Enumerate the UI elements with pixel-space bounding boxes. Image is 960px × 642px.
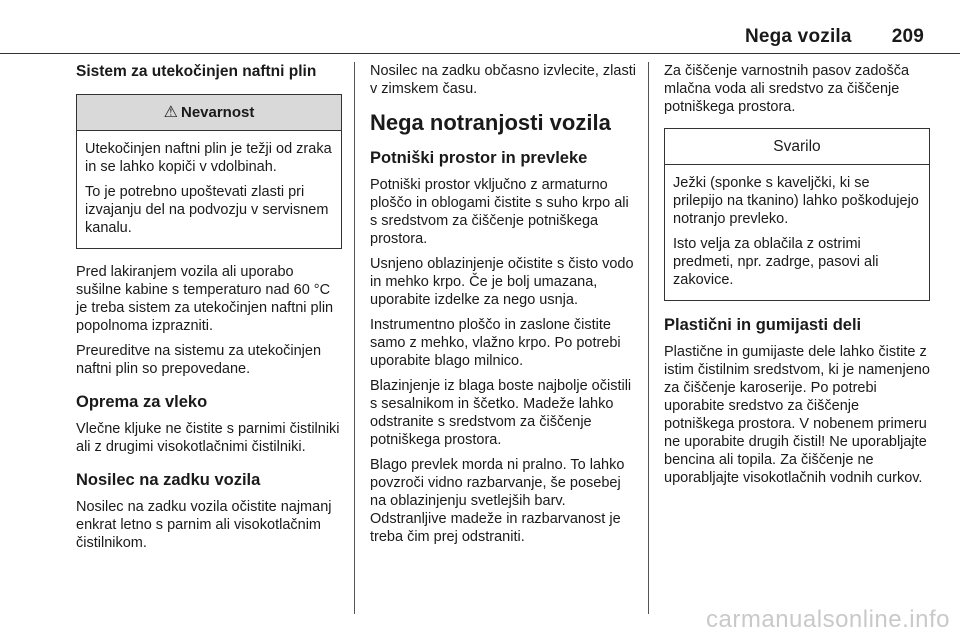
caution-box bbox=[664, 128, 930, 301]
section-title: Nega vozila bbox=[744, 26, 852, 47]
plastic-rubber-paragraph: Plastične in gumijaste dele lahko čistite z istim čistilnim sredstvom, ki je namenjeno za čiščenje karoserije. Po potrebi uporabite sredstvo za čiščenje potniškega prostora. V nobenem primeru ne uporabite drugih čistil! Ne uporabljajte bencina ali topila. Za čiščenje ne uporabljajte visokotlačnih vodnih curkov. bbox=[664, 344, 930, 486]
cabin-paragraph-1: Potniški prostor vključno z armaturno ploščo in oblogami čistite s suho krpo ali s sredstvom za čiščenje potniškega prostora. bbox=[370, 177, 629, 247]
heading-plastic-rubber: Plastični in gumijasti deli bbox=[664, 316, 862, 334]
danger-box bbox=[76, 94, 342, 249]
watermark: carmanualsonline.info bbox=[706, 606, 950, 633]
towing-paragraph: Vlečne kljuke ne čistite s parnimi čistilniki ali z drugimi visokotlačnimi čistilniki. bbox=[76, 421, 340, 455]
column-1 bbox=[76, 62, 342, 559]
modifications-paragraph: Preureditve na sistemu za utekočinjen naftni plin so prepovedane. bbox=[76, 343, 322, 377]
heading-interior-care: Nega notranjosti vozila bbox=[370, 110, 611, 135]
heading-lpg-system: Sistem za utekočinjen naftni plin bbox=[76, 63, 317, 80]
rear-carrier-paragraph: Nosilec na zadku vozila očistite najmanj enkrat letno s parnim ali visokotlačnim čistilnikom. bbox=[76, 499, 332, 551]
danger-text-2: To je potrebno upoštevati zlasti pri izvajanju del na podvozju v servisnem kanalu. bbox=[85, 184, 329, 236]
danger-title: Nevarnost bbox=[180, 104, 255, 121]
danger-box-header bbox=[77, 95, 341, 131]
seat-belts-paragraph: Za čiščenje varnostnih pasov zadošča mlačna voda ali sredstvo za čiščenje potniškega prostora. bbox=[664, 63, 910, 115]
caution-text-2: Isto velja za oblačila z ostrimi predmeti, npr. zadrge, pasovi ali zakovice. bbox=[673, 236, 879, 288]
column-3 bbox=[664, 62, 930, 494]
caution-text-1: Ježki (sponke s kaveljčki, ki se prilepijo na tkanino) lahko poškodujejo notranjo prevleko. bbox=[673, 175, 919, 227]
warning-triangle-icon: ⚠ bbox=[163, 104, 178, 121]
page-number: 209 bbox=[891, 26, 924, 47]
heading-rear-carrier: Nosilec na zadku vozila bbox=[76, 471, 261, 489]
column-divider-2 bbox=[648, 62, 649, 614]
column-divider-1 bbox=[354, 62, 355, 614]
caution-box-header: Svarilo bbox=[665, 129, 929, 165]
rear-carrier-paragraph-2: Nosilec na zadku občasno izvlecite, zlasti v zimskem času. bbox=[370, 63, 636, 97]
column-2 bbox=[370, 62, 636, 553]
heading-towing: Oprema za vleko bbox=[76, 393, 208, 411]
cabin-paragraph-3: Instrumentno ploščo in zaslone čistite samo z mehko, vlažno krpo. Po potrebi uporabite blago milnico. bbox=[370, 317, 621, 369]
cabin-paragraph-2: Usnjeno oblazinjenje očistite s čisto vodo in mehko krpo. Če je bolj umazana, uporabite izdelke za nego usnja. bbox=[370, 256, 634, 308]
paint-paragraph: Pred lakiranjem vozila ali uporabo sušilne kabine s temperaturo nad 60 °C je treba sistem za utekočinjen naftni plin popolnoma izprazniti. bbox=[76, 264, 334, 334]
page-header bbox=[745, 26, 924, 48]
heading-cabin-upholstery: Potniški prostor in prevleke bbox=[370, 149, 588, 167]
cabin-paragraph-5: Blago prevlek morda ni pralno. To lahko povzroči vidno razbarvanje, še posebej na oblazinjenju svetlejših barv. Odstranljive madeže in razbarvanost je treba čim prej odstraniti. bbox=[370, 457, 625, 545]
header-rule bbox=[0, 53, 960, 54]
danger-text-1: Utekočinjen naftni plin je težji od zraka in se lahko kopiči v vdolbinah. bbox=[85, 141, 332, 175]
cabin-paragraph-4: Blazinjenje iz blaga boste najbolje očistili s sesalnikom in ščetko. Madeže lahko odstranite s sredstvom za čiščenje potniškega prostora. bbox=[370, 378, 632, 448]
